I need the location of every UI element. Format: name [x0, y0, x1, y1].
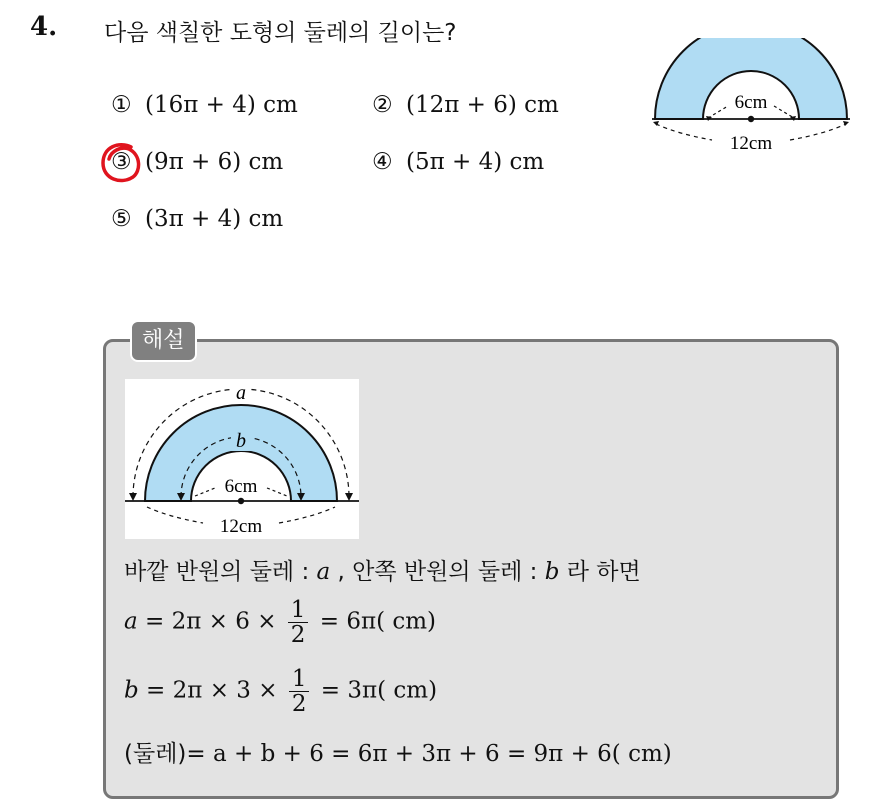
question-number: 4. [30, 12, 58, 42]
choice-4[interactable] [372, 149, 544, 175]
question-text: 다음 색칠한 도형의 둘레의 길이는? [104, 20, 457, 46]
choice-1-text: (16π + 4) cm [145, 92, 298, 118]
arc-a-label: a [236, 382, 246, 404]
choice-5-mark: ⑤ [111, 206, 132, 232]
solution-line-a: a = 2π × 6 × $\frac{1}{2}$ = 6π( cm) [124, 597, 437, 649]
choice-4-text: (5π + 4) cm [406, 149, 545, 175]
solution-tag: 해설 [130, 320, 197, 362]
choice-1-mark: ① [111, 92, 132, 118]
solution-inner-label: 6cm [224, 476, 258, 497]
choice-3-text: (9π + 6) cm [145, 149, 284, 175]
arc-b-label: b [236, 430, 246, 452]
question-figure [648, 38, 854, 158]
choice-2-text: (12π + 6) cm [406, 92, 559, 118]
solution-outer-label: 12cm [219, 516, 263, 537]
solution-perimeter: (둘레)= a + b + 6 = 6π + 3π + 6 = 9π + 6( cm) [124, 741, 672, 767]
solution-line-b: b = 2π × 3 × $\frac{1}{2}$ = 3π( cm) [124, 666, 438, 718]
choice-2-mark: ② [372, 92, 393, 118]
choice-5-text: (3π + 4) cm [145, 206, 284, 232]
solution-intro: 바깥 반원의 둘레 : a , 안쪽 반원의 둘레 : b 라 하면 [124, 559, 641, 585]
choice-3-mark: ③ [111, 149, 132, 175]
choice-4-mark: ④ [372, 149, 393, 175]
fraction-half: $\frac{1}{2}$ [288, 598, 309, 647]
fraction-half: $\frac{1}{2}$ [289, 667, 310, 716]
choice-1[interactable] [111, 92, 298, 118]
outer-diameter-label: 12cm [729, 133, 773, 154]
answer-circle-mark [99, 139, 145, 187]
choice-2[interactable] [372, 92, 559, 118]
inner-diameter-label: 6cm [734, 92, 768, 113]
choice-5[interactable] [111, 206, 283, 232]
solution-figure [125, 379, 359, 539]
